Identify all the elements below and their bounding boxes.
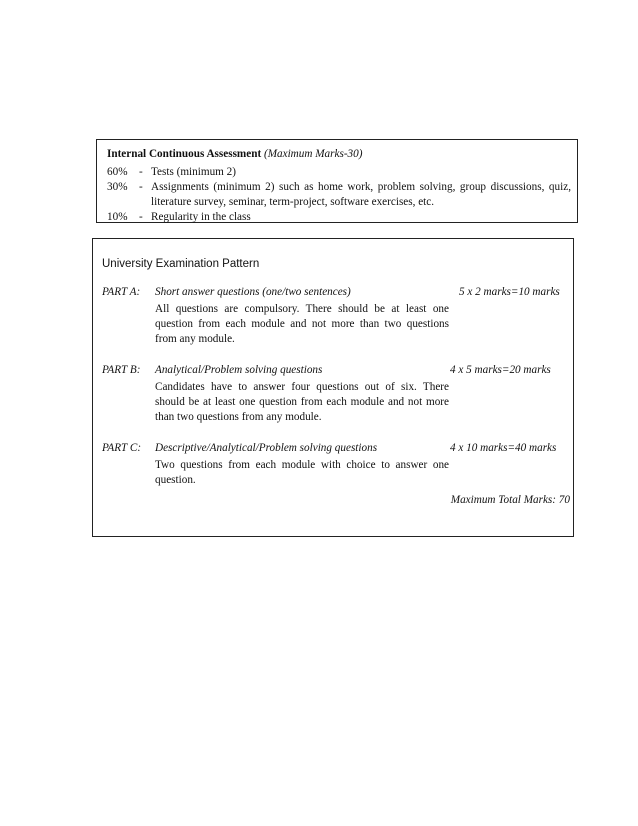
part-description: All questions are compulsory. There should be at least one question from each module and not more than two questions from any module.: [155, 303, 449, 345]
part-description: Candidates have to answer four questions out of six. There should be at least one question from each module and not more than two questions from any module.: [155, 381, 449, 423]
part-marks: 4 x 10 marks=40 marks: [450, 442, 557, 454]
assessment-text: Tests (minimum 2): [151, 166, 236, 178]
assessment-percent: 10%: [107, 211, 128, 223]
assessment-row: [107, 165, 571, 180]
internal-assessment-box: [96, 139, 578, 223]
university-exam-box: [92, 238, 574, 537]
university-exam-title: University Examination Pattern: [102, 258, 260, 270]
assessment-text: Regularity in the class: [151, 211, 251, 223]
part-question-type: Descriptive/Analytical/Problem solving questions: [155, 442, 378, 454]
part-marks: 5 x 2 marks=10 marks: [459, 286, 560, 298]
part-label: PART C:: [102, 442, 142, 454]
assessment-row: [107, 210, 571, 225]
part-label: PART B:: [102, 364, 141, 376]
assessment-percent: 60%: [107, 166, 128, 178]
internal-assessment-title: Internal Continuous Assessment: [107, 148, 262, 160]
internal-assessment-max: (Maximum Marks-30): [263, 148, 363, 160]
assessment-dash: -: [139, 181, 143, 193]
assessment-dash: -: [139, 166, 143, 178]
assessment-text: Assignments (minimum 2) such as home work, problem solving, group discussions, quiz, literature survey, seminar, term-project, software exercises, etc.: [151, 181, 571, 208]
maximum-total-marks: Maximum Total Marks: 70: [450, 494, 570, 506]
internal-assessment-heading: [107, 147, 571, 162]
assessment-row: [107, 180, 571, 210]
part-question-type: Analytical/Problem solving questions: [155, 364, 323, 376]
part-label: PART A:: [102, 286, 141, 298]
assessment-dash: -: [139, 211, 143, 223]
part-marks: 4 x 5 marks=20 marks: [450, 364, 551, 376]
assessment-percent: 30%: [107, 181, 128, 193]
part-description: Two questions from each module with choice to answer one question.: [155, 459, 449, 486]
part-question-type: Short answer questions (one/two sentences): [155, 286, 351, 298]
